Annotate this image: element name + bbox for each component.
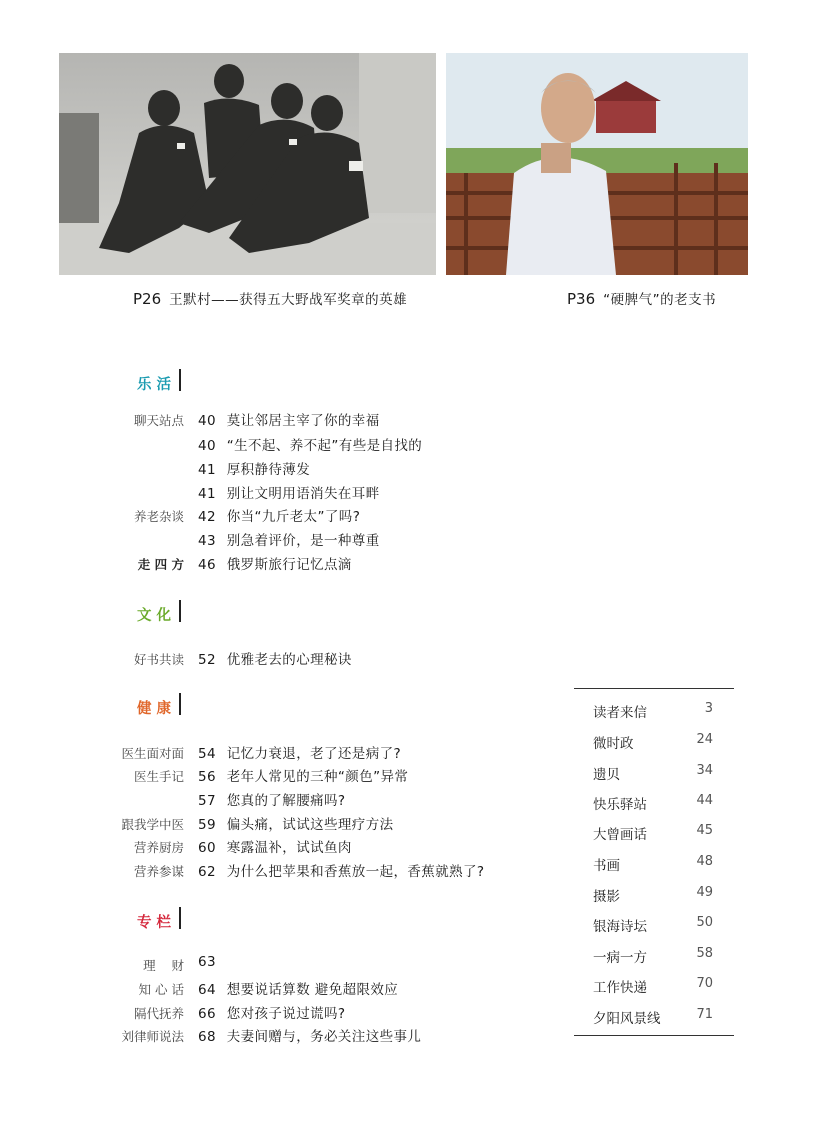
sidebar-item-page: 44 (696, 793, 713, 808)
toc-entry[interactable] (198, 409, 380, 429)
entry-page: 52 (198, 652, 216, 668)
toc-entry[interactable] (198, 836, 352, 856)
category-label: 营养参谋 (133, 864, 184, 879)
sidebar-item-page: 70 (696, 976, 713, 991)
sidebar-index (574, 688, 734, 1036)
sidebar-item-page: 3 (704, 701, 713, 716)
entry-page: 54 (198, 746, 216, 762)
entry-title: “生不起、养不起”有些是自找的 (226, 438, 423, 454)
toc-entry[interactable] (198, 978, 398, 998)
entry-page: 43 (198, 533, 216, 549)
category-label: 医生手记 (133, 769, 184, 784)
toc-entry[interactable] (198, 458, 310, 478)
entry-page: 68 (198, 1029, 216, 1045)
caption-page: P36 (567, 290, 596, 308)
photo-village-secretary (446, 53, 748, 275)
sidebar-item-label: 摄影 (593, 889, 620, 905)
category-label: 医生面对面 (121, 746, 184, 761)
sidebar-item-page: 49 (696, 885, 713, 900)
entry-page: 63 (198, 954, 216, 970)
sidebar-item-label: 银海诗坛 (593, 919, 647, 935)
caption-title: “硬脾气”的老支书 (603, 292, 717, 308)
toc-entry[interactable] (198, 553, 352, 573)
section-title-wenhua: 文化 (137, 608, 176, 624)
entry-title: 您真的了解腰痛吗? (226, 793, 346, 809)
sidebar-item-label: 快乐驿站 (593, 797, 647, 813)
toc-entry[interactable] (198, 482, 380, 502)
sidebar-item-label: 读者来信 (593, 705, 647, 721)
category-label: 聊天站点 (133, 413, 184, 428)
category-label: 养老杂谈 (133, 509, 184, 524)
entry-page: 60 (198, 840, 216, 856)
sidebar-item-label: 一病一方 (593, 950, 647, 966)
entry-title: 寒露温补，试试鱼肉 (226, 840, 352, 856)
sidebar-item-page: 71 (696, 1007, 713, 1022)
entry-title: 夫妻间赠与，务必关注这些事儿 (226, 1029, 422, 1045)
entry-page: 41 (198, 462, 216, 478)
entry-page: 42 (198, 509, 216, 525)
sidebar-item-page: 24 (696, 732, 713, 747)
toc-entry[interactable] (198, 789, 345, 809)
sidebar-item-label: 遗贝 (593, 767, 620, 783)
section-divider (179, 907, 181, 929)
caption-page: P26 (133, 290, 162, 308)
category-label: 走 四 方 (137, 557, 184, 572)
entry-title: 你当“九斤老太”了吗? (226, 509, 361, 525)
category-label: 刘律师说法 (121, 1029, 184, 1044)
toc-entry[interactable] (198, 648, 352, 668)
section-divider (179, 693, 181, 715)
toc-entry[interactable] (198, 1025, 421, 1045)
entry-title: 别急着评价，是一种尊重 (226, 533, 380, 549)
toc-entry[interactable] (198, 505, 360, 525)
entry-title: 记忆力衰退，老了还是病了? (226, 746, 402, 762)
sidebar-item-page: 48 (696, 854, 713, 869)
section-divider (179, 600, 181, 622)
entry-page: 56 (198, 769, 216, 785)
section-title-zhuanlan: 专栏 (137, 915, 176, 931)
category-label: 跟我学中医 (121, 817, 184, 832)
entry-title: 老年人常见的三种“颜色”异常 (226, 769, 409, 785)
section-divider (179, 369, 181, 391)
section-title-jiankang: 健康 (137, 701, 176, 717)
toc-entry[interactable] (198, 1002, 345, 1022)
category-label: 理 财 (143, 958, 184, 973)
sidebar-item-label: 微时政 (593, 736, 634, 752)
sidebar-item-label: 工作快递 (593, 980, 647, 996)
entry-title: 您对孩子说过谎吗? (226, 1006, 346, 1022)
entry-title: 莫让邻居主宰了你的幸福 (226, 413, 380, 429)
entry-page: 66 (198, 1006, 216, 1022)
entry-page: 59 (198, 817, 216, 833)
sidebar-item-page: 50 (696, 915, 713, 930)
toc-entry[interactable] (198, 742, 401, 762)
entry-page: 46 (198, 557, 216, 573)
category-label: 知 心 话 (138, 982, 184, 997)
entry-page: 40 (198, 413, 216, 429)
category-label: 隔代抚养 (133, 1006, 184, 1021)
sidebar-item-label: 夕阳风景线 (593, 1011, 661, 1027)
toc-entry[interactable] (198, 765, 408, 785)
sidebar-item-page: 58 (696, 946, 713, 961)
toc-entry[interactable] (198, 954, 222, 970)
sidebar-item-page: 34 (696, 763, 713, 778)
caption-p26 (133, 288, 407, 308)
entry-title: 俄罗斯旅行记忆点滴 (226, 557, 352, 573)
entry-title: 别让文明用语消失在耳畔 (226, 486, 380, 502)
entry-title: 为什么把苹果和香蕉放一起，香蕉就熟了? (226, 864, 485, 880)
caption-p36 (567, 288, 716, 308)
photo-soldiers (59, 53, 436, 275)
caption-title: 王默村——获得五大野战军奖章的英雄 (169, 292, 408, 308)
entry-title: 想要说话算数 避免超限效应 (226, 982, 399, 998)
section-title-lehuo: 乐活 (137, 377, 176, 393)
entry-page: 41 (198, 486, 216, 502)
toc-entry[interactable] (198, 529, 380, 549)
toc-entry[interactable] (198, 860, 484, 880)
entry-title: 偏头痛，试试这些理疗方法 (226, 817, 394, 833)
entry-title: 优雅老去的心理秘诀 (226, 652, 352, 668)
toc-entry[interactable] (198, 434, 422, 454)
sidebar-item-label: 大曾画话 (593, 827, 647, 843)
sidebar-item-label: 书画 (593, 858, 620, 874)
category-label: 好书共读 (133, 652, 184, 667)
entry-page: 40 (198, 438, 216, 454)
category-label: 营养厨房 (133, 840, 184, 855)
entry-title: 厚积静待薄发 (226, 462, 311, 478)
entry-page: 62 (198, 864, 216, 880)
entry-page: 64 (198, 982, 216, 998)
toc-entry[interactable] (198, 813, 394, 833)
entry-page: 57 (198, 793, 216, 809)
sidebar-item-page: 45 (696, 823, 713, 838)
